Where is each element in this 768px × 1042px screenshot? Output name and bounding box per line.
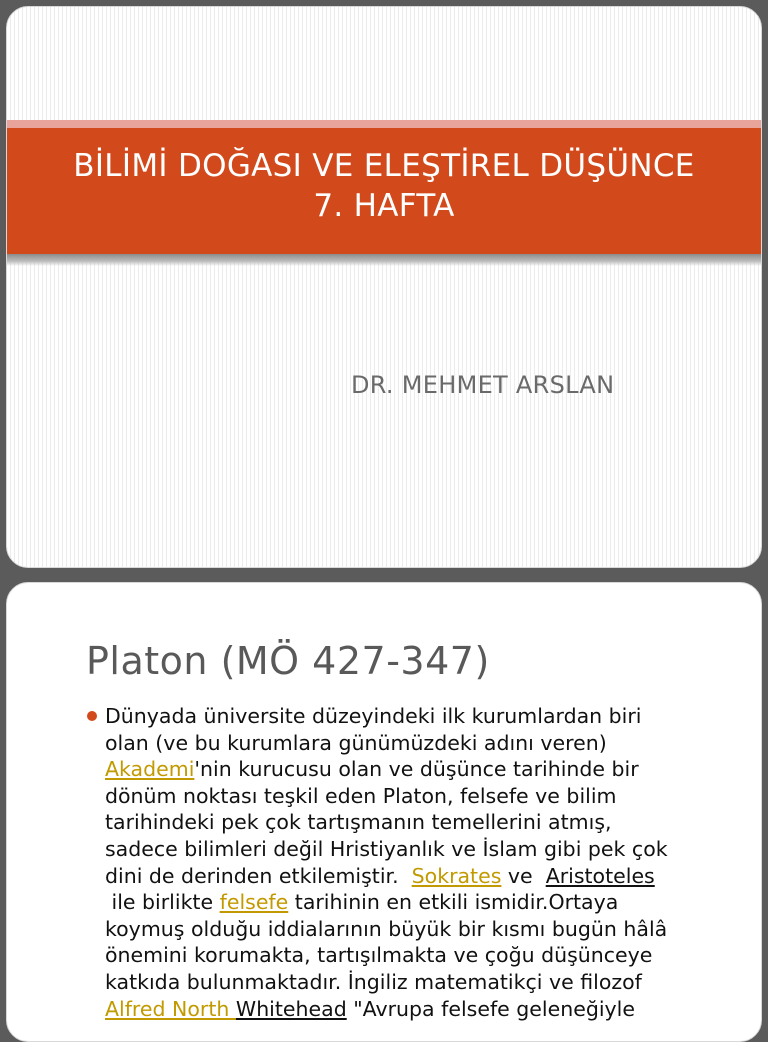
paragraph-line: Dünyada üniversite düzeyindeki ilk kurumlardan biri <box>105 704 642 728</box>
paragraph-line <box>105 756 735 783</box>
paragraph-text: tarihinin en etkili ismidir.Ortaya <box>288 890 619 915</box>
paragraph-text: 'nin kurucusu olan ve düşünce tarihinde bir <box>194 757 639 782</box>
slide-title <box>7 146 761 226</box>
content-slide-title: Platon (MÖ 427-347) <box>86 639 490 683</box>
aristoteles-link[interactable]: Aristoteles <box>545 863 655 888</box>
paragraph-text: ve <box>501 863 546 888</box>
bullet-dot-icon <box>87 711 97 721</box>
paragraph-line: sadece bilimleri değil Hristiyanlık ve İslam gibi pek çok <box>105 836 668 861</box>
paragraph-text: dini de derinden etkilemiştir. <box>105 863 412 888</box>
paragraph-text: "Avrupa felsefe geleneğiyle <box>346 996 635 1021</box>
title-band-shadow <box>7 254 761 266</box>
bullet-paragraph <box>105 703 735 1022</box>
content-slide[interactable] <box>6 582 762 1042</box>
title-band <box>7 128 761 254</box>
slide-subtitle: DR. MEHMET ARSLAN <box>351 371 615 399</box>
paragraph-line <box>105 863 735 890</box>
alfred-north-link[interactable]: Alfred North <box>105 996 236 1021</box>
paragraph-line: dönüm noktası teşkil eden Platon, felsefe ve bilim <box>105 783 617 808</box>
paragraph-line <box>105 889 735 916</box>
sokrates-link[interactable]: Sokrates <box>411 863 502 888</box>
felsefe-link[interactable]: felsefe <box>219 890 289 915</box>
paragraph-text: ile birlikte <box>105 890 220 915</box>
paragraph-line: katkıda bulunmaktadır. İngiliz matematikçi ve filozof <box>105 969 642 994</box>
paragraph-line <box>105 996 735 1023</box>
slide-title-line1: BİLİMİ DOĞASI VE ELEŞTİREL DÜŞÜNCE <box>73 148 695 184</box>
akademi-link[interactable]: Akademi <box>105 757 195 782</box>
title-slide[interactable] <box>6 6 762 568</box>
paragraph-line: önemini korumakta, tartışılmakta ve çoğu düşünceye <box>105 943 653 968</box>
paragraph-line: koymuş olduğu iddialarının büyük bir kısmı bugün hâlâ <box>105 916 668 941</box>
whitehead-link[interactable]: Whitehead <box>235 996 347 1021</box>
paragraph-line: olan (ve bu kurumlara günümüzdeki adını veren) <box>105 730 607 755</box>
paragraph-line: tarihindeki pek çok tartışmanın temellerini atmış, <box>105 810 612 835</box>
slide-title-line2: 7. HAFTA <box>313 188 455 224</box>
title-band-top-stripe <box>7 120 761 128</box>
